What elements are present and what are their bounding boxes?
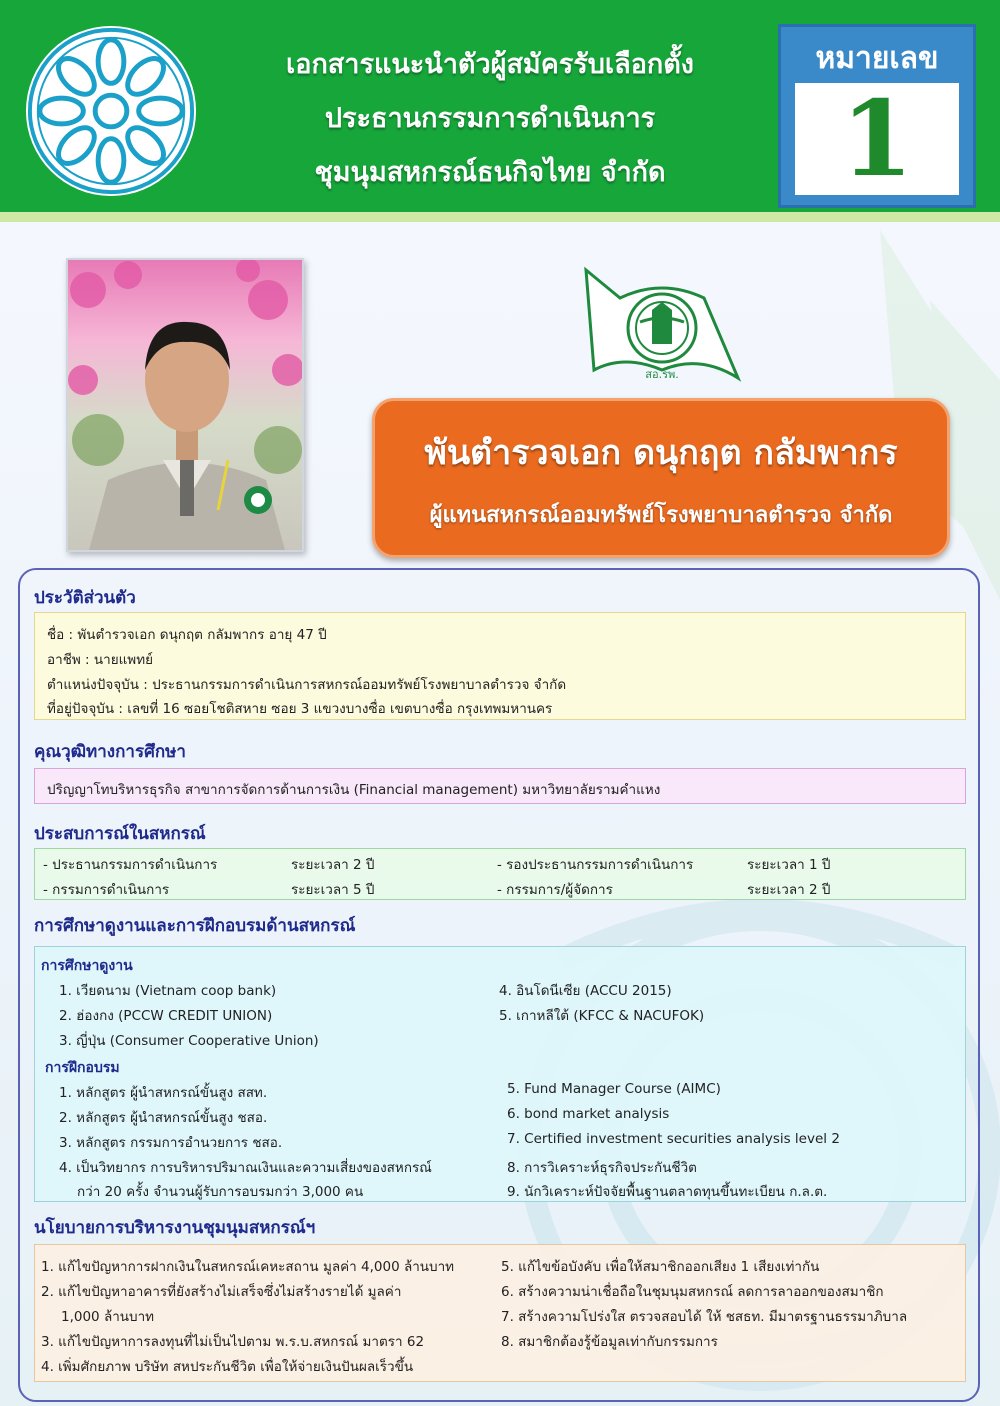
training-title: การศึกษาดูงานและการฝึกอบรมด้านสหกรณ์ xyxy=(34,916,356,936)
candidate-name-banner xyxy=(372,398,950,558)
police-hospital-seal-icon xyxy=(580,258,744,384)
training-box xyxy=(34,946,966,1202)
course-item-8: 8. การวิเคราะห์ธุรกิจประกันชีวิต xyxy=(507,1160,697,1176)
seal-text: สอ.รพ. xyxy=(645,368,679,381)
policy-item-4: 4. เพิ่มศักยภาพ บริษัท สหประกันชีวิต เพื่อให้จ่ายเงินปันผลเร็วขึ้น xyxy=(41,1359,414,1375)
header-title-line-1: เอกสารแนะนำตัวผู้สมัครรับเลือกตั้ง xyxy=(286,49,694,80)
policy-box xyxy=(34,1244,966,1382)
study-visit-item-1: 1. เวียดนาม (Vietnam coop bank) xyxy=(59,983,277,999)
candidate-photo xyxy=(66,258,304,552)
profile-occupation-row: อาชีพ : นายแพทย์ xyxy=(47,652,154,668)
candidate-number: 1 xyxy=(840,77,914,200)
course-item-1: 1. หลักสูตร ผู้นำสหกรณ์ขั้นสูง สสท. xyxy=(59,1085,268,1101)
course-item-7: 7. Certified investment securities analysis level 2 xyxy=(507,1131,840,1147)
education-title: คุณวุฒิทางการศึกษา xyxy=(34,742,186,762)
policy-item-1: 1. แก้ไขปัญหาการฝากเงินในสหกรณ์เคหะสถาน มูลค่า 4,000 ล้านบาท xyxy=(41,1259,455,1275)
candidate-name: พันตำรวจเอก ดนุกฤต กลัมพากร xyxy=(424,433,898,473)
experience-title: ประสบการณ์ในสหกรณ์ xyxy=(34,824,206,844)
candidate-representative: ผู้แทนสหกรณ์ออมทรัพย์โรงพยาบาลตำรวจ จำกัด xyxy=(429,503,893,528)
course-item-4-cont: กว่า 20 ครั้ง จำนวนผู้รับการอบรมกว่า 3,000 คน xyxy=(77,1184,364,1200)
header-title-line-3: ชุมนุมสหกรณ์ธนกิจไทย จำกัด xyxy=(314,157,666,188)
number-inner xyxy=(795,77,959,200)
policy-item-2: 2. แก้ไขปัญหาอาคารที่ยังสร้างไม่เสร็จซึ่งไม่สร้างรายได้ มูลค่า xyxy=(41,1284,402,1300)
candidate-number-box xyxy=(778,24,976,208)
education-box xyxy=(34,768,966,804)
course-item-9: 9. นักวิเคราะห์ปัจจัยพื้นฐานตลาดทุนขึ้นทะเบียน ก.ล.ต. xyxy=(507,1184,828,1200)
header-bar xyxy=(0,0,1000,222)
study-visit-title: การศึกษาดูงาน xyxy=(41,958,133,974)
profile-name-row: ชื่อ : พันตำรวจเอก ดนุกฤต กลัมพากร อายุ 47 ปี xyxy=(47,627,327,643)
course-title: การฝึกอบรม xyxy=(45,1060,120,1076)
experience-role-3: - กรรมการดำเนินการ xyxy=(43,882,170,898)
policy-item-2-cont: 1,000 ล้านบาท xyxy=(61,1309,155,1325)
course-item-2: 2. หลักสูตร ผู้นำสหกรณ์ขั้นสูง ชสอ. xyxy=(59,1110,268,1126)
policy-item-3: 3. แก้ไขปัญหาการลงทุนที่ไม่เป็นไปตาม พ.ร.บ.สหกรณ์ มาตรา 62 xyxy=(41,1334,425,1350)
policy-item-7: 7. สร้างความโปร่งใส ตรวจสอบได้ ให้ ชสธท. มีมาตรฐานธรรมาภิบาล xyxy=(501,1309,908,1325)
policy-title: นโยบายการบริหารงานชุมนุมสหกรณ์ฯ xyxy=(34,1218,316,1238)
cooperative-logo-icon xyxy=(22,22,200,200)
profile-title: ประวัติส่วนตัว xyxy=(34,588,136,608)
profile-position-row: ตำแหน่งปัจจุบัน : ประธานกรรมการดำเนินการสหกรณ์ออมทรัพย์โรงพยาบาลตำรวจ จำกัด xyxy=(47,677,567,693)
experience-duration-4: ระยะเวลา 2 ปี xyxy=(747,882,831,898)
profile-address-row: ที่อยู่ปัจจุบัน : เลขที่ 16 ซอยโชติสหาย ซอย 3 แขวงบางซื่อ เขตบางซื่อ กรุงเทพมหานคร xyxy=(47,701,553,717)
experience-role-1: - ประธานกรรมการดำเนินการ xyxy=(43,857,218,873)
header-title-line-2: ประธานกรรมการดำเนินการ xyxy=(324,103,656,134)
study-visit-item-2: 2. ฮ่องกง (PCCW CREDIT UNION) xyxy=(59,1008,273,1024)
course-item-6: 6. bond market analysis xyxy=(507,1106,670,1122)
profile-box xyxy=(34,612,966,720)
policy-item-5: 5. แก้ไขข้อบังคับ เพื่อให้สมาชิกออกเสียง 1 เสียงเท่ากัน xyxy=(501,1259,820,1275)
study-visit-item-5: 5. เกาหลีใต้ (KFCC & NACUFOK) xyxy=(499,1008,705,1024)
experience-role-2: - รองประธานกรรมการดำเนินการ xyxy=(497,857,694,873)
course-item-4: 4. เป็นวิทยากร การบริหารปริมาณเงินและความเสี่ยงของสหกรณ์ xyxy=(59,1160,432,1176)
experience-duration-2: ระยะเวลา 1 ปี xyxy=(747,857,831,873)
experience-box xyxy=(34,848,966,900)
header-title xyxy=(210,38,770,200)
experience-duration-3: ระยะเวลา 5 ปี xyxy=(291,882,375,898)
study-visit-item-3: 3. ญี่ปุ่น (Consumer Cooperative Union) xyxy=(59,1033,319,1049)
portrait-illustration xyxy=(68,260,304,552)
study-visit-item-4: 4. อินโดนีเซีย (ACCU 2015) xyxy=(499,983,672,999)
experience-duration-1: ระยะเวลา 2 ปี xyxy=(291,857,375,873)
experience-role-4: - กรรมการ/ผู้จัดการ xyxy=(497,882,613,898)
course-item-3: 3. หลักสูตร กรรมการอำนวยการ ชสอ. xyxy=(59,1135,283,1151)
course-item-5: 5. Fund Manager Course (AIMC) xyxy=(507,1081,721,1097)
number-label: หมายเลข xyxy=(815,41,939,76)
policy-item-8: 8. สมาชิกต้องรู้ข้อมูลเท่ากับกรรมการ xyxy=(501,1334,718,1350)
education-text: ปริญญาโทบริหารธุรกิจ สาขาการจัดการด้านการเงิน (Financial management) มหาวิทยาลัยรามคำแหง xyxy=(47,782,661,798)
policy-item-6: 6. สร้างความน่าเชื่อถือในชุมนุมสหกรณ์ ลดการลาออกของสมาชิก xyxy=(501,1284,884,1300)
